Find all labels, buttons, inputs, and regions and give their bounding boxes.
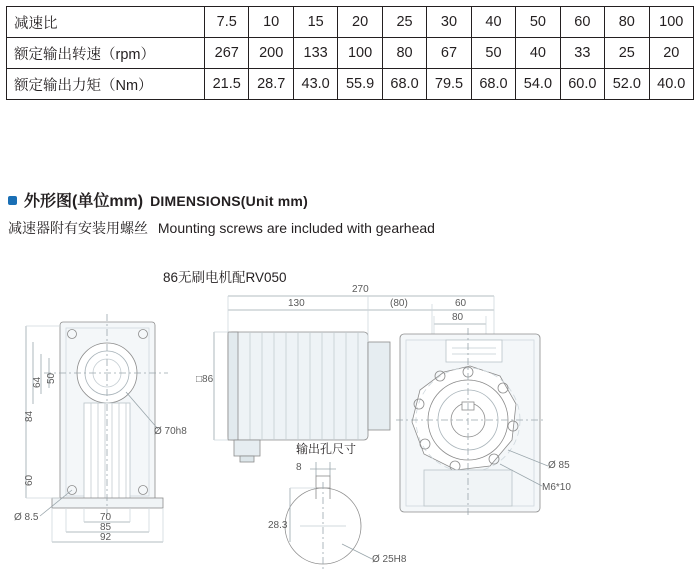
row-header-speed: 额定输出转速（rpm） — [7, 38, 205, 69]
cell-ratio-3: 20 — [338, 7, 382, 38]
label-motor-length: 130 — [288, 298, 305, 309]
cell-ratio-1: 10 — [249, 7, 293, 38]
cell-speed-4: 80 — [382, 38, 426, 69]
cell-torque-7: 54.0 — [516, 69, 560, 100]
cell-ratio-5: 30 — [427, 7, 471, 38]
label-output-hole-title: 输出孔尺寸 — [296, 442, 357, 456]
section-heading-cn: 外形图(单位mm) — [24, 193, 144, 210]
row-header-torque: 额定输出力矩（Nm） — [7, 69, 205, 100]
drawing-title: 86无刷电机配RV050 — [163, 270, 287, 285]
cell-speed-10: 20 — [649, 38, 693, 69]
cell-speed-5: 67 — [427, 38, 471, 69]
table-row — [7, 38, 694, 69]
cell-ratio-10: 100 — [649, 7, 693, 38]
cell-speed-6: 50 — [471, 38, 515, 69]
label-total-length: 270 — [352, 284, 369, 295]
cell-speed-8: 33 — [560, 38, 604, 69]
label-front-height-50: 50 — [46, 372, 57, 384]
label-front-height-84: 84 — [24, 410, 35, 422]
table-row — [7, 69, 694, 100]
cell-ratio-0: 7.5 — [205, 7, 249, 38]
section-heading-en: DIMENSIONS(Unit mm) — [150, 193, 308, 209]
cell-speed-7: 40 — [516, 38, 560, 69]
label-bolt-circle: Ø 85 — [548, 460, 570, 471]
cell-torque-4: 68.0 — [382, 69, 426, 100]
cell-ratio-4: 25 — [382, 7, 426, 38]
dimension-drawing — [0, 254, 700, 580]
label-mid-length: (80) — [390, 298, 408, 309]
label-key-height: 28.3 — [268, 520, 288, 531]
cell-ratio-8: 60 — [560, 7, 604, 38]
cell-speed-9: 25 — [605, 38, 649, 69]
table-row — [7, 7, 694, 38]
cell-torque-10: 40.0 — [649, 69, 693, 100]
cell-torque-2: 43.0 — [293, 69, 337, 100]
cell-torque-1: 28.7 — [249, 69, 293, 100]
label-motor-square: □86 — [196, 374, 214, 385]
cell-speed-1: 200 — [249, 38, 293, 69]
label-front-height-60: 60 — [24, 474, 35, 486]
label-front-width-85: 85 — [100, 522, 112, 533]
label-shaft-diameter: Ø 25H8 — [372, 554, 407, 565]
cell-torque-8: 60.0 — [560, 69, 604, 100]
label-right-inner: 80 — [452, 312, 464, 323]
section-heading — [8, 188, 308, 211]
label-key-width: 8 — [296, 462, 302, 473]
cell-torque-0: 21.5 — [205, 69, 249, 100]
cell-ratio-6: 40 — [471, 7, 515, 38]
cell-torque-6: 68.0 — [471, 69, 515, 100]
bullet-icon — [8, 196, 17, 205]
cell-torque-5: 79.5 — [427, 69, 471, 100]
label-front-width-92: 92 — [100, 532, 112, 543]
cell-ratio-2: 15 — [293, 7, 337, 38]
cell-ratio-7: 50 — [516, 7, 560, 38]
specification-table — [6, 6, 694, 100]
cell-speed-2: 133 — [293, 38, 337, 69]
cell-speed-3: 100 — [338, 38, 382, 69]
label-hole-diameter: Ø 8.5 — [14, 512, 39, 523]
label-thread: M6*10 — [542, 482, 571, 493]
row-header-ratio: 减速比 — [7, 7, 205, 38]
cell-ratio-9: 80 — [605, 7, 649, 38]
label-flange-diameter: Ø 70h8 — [154, 426, 187, 437]
label-front-height-64: 64 — [32, 376, 43, 388]
section-subline — [8, 218, 435, 238]
label-front-width-70: 70 — [100, 512, 112, 523]
cell-speed-0: 267 — [205, 38, 249, 69]
cell-torque-9: 52.0 — [605, 69, 649, 100]
subline-en: Mounting screws are included with gearhead — [157, 220, 435, 236]
cell-torque-3: 55.9 — [338, 69, 382, 100]
subline-cn: 减速器附有安装用螺丝 — [8, 220, 148, 236]
label-right-length: 60 — [455, 298, 467, 309]
